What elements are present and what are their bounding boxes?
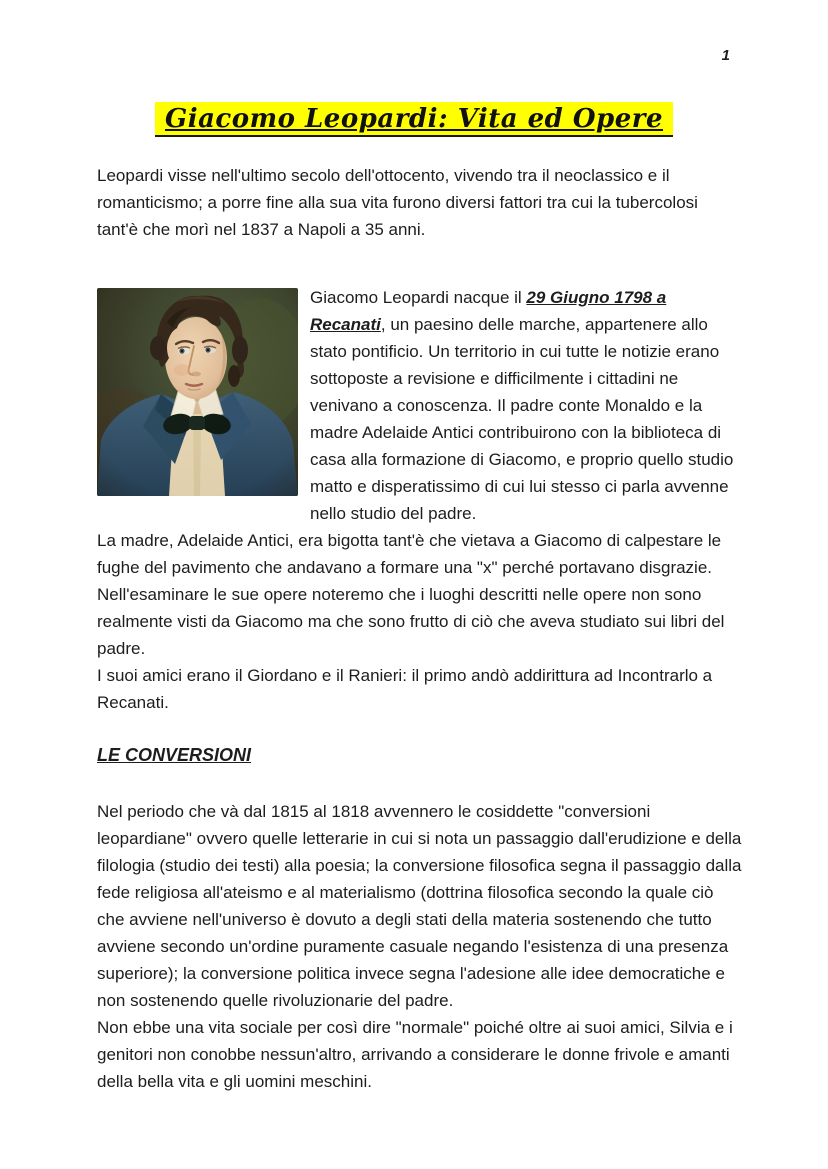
document-body xyxy=(97,162,742,1095)
section-heading-conversions: LE CONVERSIONI xyxy=(97,745,252,765)
paragraph-social-life: Non ebbe una vita sociale per così dire "normale" poiché oltre ai suoi amici, Silvia e i genitori non conobbe nessun'altro, arrivando a considerare le donne frivole e amanti della bella vita e gli uomini meschini. xyxy=(97,1018,733,1091)
paragraph-friends: I suoi amici erano il Giordano e il Ranieri: il primo andò addirittura ad Incontrarlo a Recanati. xyxy=(97,666,713,712)
birth-date-emphasis: 29 Giugno 1798 a Recanati xyxy=(310,288,667,334)
leopardi-portrait-painting xyxy=(97,288,298,496)
page-number: 1 xyxy=(721,47,730,64)
title-row xyxy=(0,102,828,137)
page-title-text: Giacomo Leopardi: Vita ed Opere xyxy=(165,104,663,134)
page-title xyxy=(155,102,673,137)
leopardi-portrait-image xyxy=(97,288,298,496)
paragraph-conversions: Nel periodo che và dal 1815 al 1818 avvennero le cosiddette "conversioni leopardiane" ovvero quelle letterarie in cui si nota un passaggio dall'erudizione e della filologia (studio dei testi) alla poesia; la conversione filosofica segna il passaggio dalla fede religiosa all'ateismo e al materialismo (dottrina filosofica secondo la quale ciò che avviene nell'universo è dovuto a degli stati della materia sostenendo che tutto avviene secondo un'ordine puramente casuale negando l'esistenza di una presenza superiore); la conversione politica invece segna l'adesione alle idee democratiche e non sostenendo quelle rivoluzionarie del padre. xyxy=(97,802,742,1010)
birth-text-after: , un paesino delle marche, appartenere allo stato pontificio. Un territorio in cui tutte le notizie erano sottoposte a revisione e difficilmente i cittadini ne venivano a conoscenza. Il padre conte Monaldo e la madre Adelaide Antici contribuirono con la biblioteca di casa alla formazione di Giacomo, e proprio quello studio matto e disperatissimo di cui lui stesso ci parla avvenne nello studio del padre. xyxy=(310,315,734,523)
paragraph-intro: Leopardi visse nell'ultimo secolo dell'ottocento, vivendo tra il neoclassico e il romanticismo; a porre fine alla sua vita furono diversi fattori tra cui la tubercolosi tant'è che morì nel 1837 a Napoli a 35 anni. xyxy=(97,166,698,239)
paragraph-mother: La madre, Adelaide Antici, era bigotta tant'è che vietava a Giacomo di calpestare le fughe del pavimento che andavano a formare una "x" perché portavano disgrazie. Nell'esaminare le sue opere noteremo che i luoghi descritti nelle opere non sono realmente visti da Giacomo ma che sono frutto di ciò che aveva studiato sui libri del padre. xyxy=(97,531,725,658)
birth-text-before: Giacomo Leopardi nacque il xyxy=(310,288,527,307)
